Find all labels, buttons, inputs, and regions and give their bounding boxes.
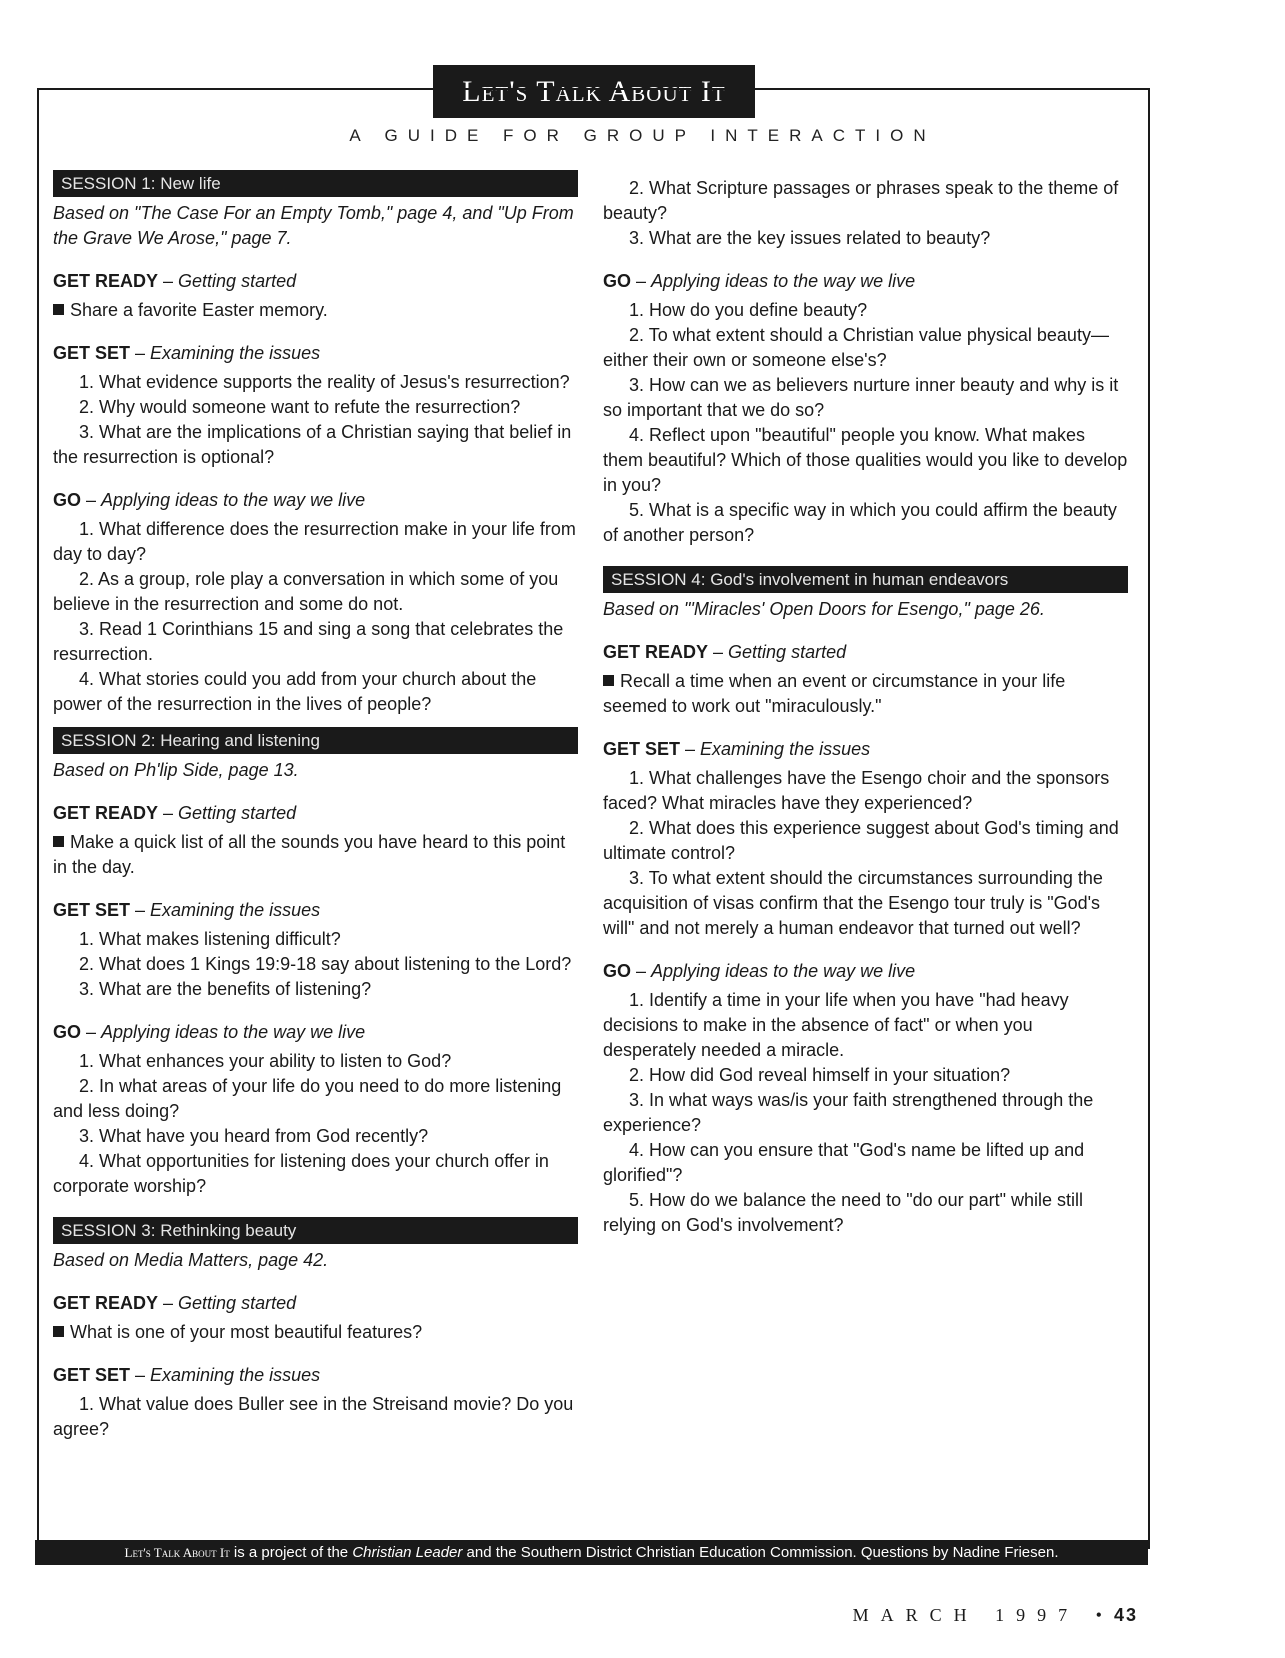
set-label: GET SET (53, 343, 131, 363)
session-1-ready-heading: GET READY – Getting started (53, 271, 297, 291)
question-item: 2. To what extent should a Christian value physical beauty—either their own or someone else's? (603, 325, 1109, 370)
go-subtitle: Applying ideas to the way we live (101, 1022, 366, 1042)
session-4-ready-item (603, 669, 1128, 719)
set-subtitle: Examining the issues (150, 900, 321, 920)
question-item: 2. What does 1 Kings 19:9-18 say about listening to the Lord? (79, 954, 572, 974)
session-2-set-heading: GET SET – Examining the issues (53, 900, 321, 920)
question-item: 3. What are the implications of a Christian saying that belief in the resurrection is optional? (53, 422, 572, 467)
page-subtitle: A GUIDE FOR GROUP INTERACTION (349, 126, 936, 145)
ready-item-text: What is one of your most beautiful features? (70, 1322, 423, 1342)
session-2-ready-item (53, 830, 578, 880)
session-4-source: Based on "'Miracles' Open Doors for Esengo," page 26. (603, 599, 1045, 619)
question-item: 3. How can we as believers nurture inner beauty and why is it so important that we do so? (603, 375, 1119, 420)
ready-label: GET READY (53, 803, 159, 823)
question-item: 3. What have you heard from God recently? (79, 1126, 429, 1146)
ready-subtitle: Getting started (178, 271, 297, 291)
question-item: 3. In what ways was/is your faith strengthened through the experience? (603, 1090, 1094, 1135)
question-item: 1. What evidence supports the reality of Jesus's resurrection? (79, 372, 570, 392)
folio-separator: • (1095, 1605, 1114, 1625)
question-item: 2. In what areas of your life do you need to do more listening and less doing? (53, 1076, 562, 1121)
session-3-set-heading: GET SET – Examining the issues (53, 1365, 321, 1385)
question-item: 1. What value does Buller see in the Streisand movie? Do you agree? (53, 1394, 574, 1439)
credits-footer (35, 1540, 1148, 1565)
question-item: 1. Identify a time in your life when you have "had heavy decisions to make in the absence of fact" or when you desperately needed a miracle. (603, 990, 1069, 1060)
session-2-bar: SESSION 2: Hearing and listening (53, 727, 578, 754)
session-3-source: Based on Media Matters, page 42. (53, 1250, 329, 1270)
question-item: 1. What makes listening difficult? (79, 929, 341, 949)
right-column (603, 176, 1128, 1238)
question-item: 3. What are the benefits of listening? (79, 979, 372, 999)
ready-label: GET READY (53, 271, 159, 291)
go-subtitle: Applying ideas to the way we live (651, 961, 916, 981)
question-item: 1. What challenges have the Esengo choir and the sponsors faced? What miracles have they experienced? (603, 768, 1110, 813)
set-subtitle: Examining the issues (150, 343, 321, 363)
session-4-ready-heading: GET READY – Getting started (603, 642, 847, 662)
square-bullet-icon (53, 304, 64, 315)
set-label: GET SET (53, 900, 131, 920)
session-2-ready-heading: GET READY – Getting started (53, 803, 297, 823)
ready-item-text: Share a favorite Easter memory. (70, 300, 328, 320)
question-item: 2. What Scripture passages or phrases speak to the theme of beauty? (603, 178, 1119, 223)
session-3-ready-heading: GET READY – Getting started (53, 1293, 297, 1313)
ready-subtitle: Getting started (728, 642, 847, 662)
session-3-go-heading: GO – Applying ideas to the way we live (603, 271, 916, 291)
session-4-bar: SESSION 4: God's involvement in human endeavors (603, 566, 1128, 593)
page-title: Let's Talk About It (433, 65, 755, 118)
question-item: 1. What difference does the resurrection make in your life from day to day? (53, 519, 576, 564)
set-label: GET SET (53, 1365, 131, 1385)
ready-label: GET READY (603, 642, 709, 662)
go-label: GO (603, 961, 632, 981)
go-subtitle: Applying ideas to the way we live (101, 490, 366, 510)
session-1-source: Based on "The Case For an Empty Tomb," page 4, and "Up From the Grave We Arose," page 7. (53, 203, 574, 248)
go-label: GO (53, 1022, 82, 1042)
set-subtitle: Examining the issues (150, 1365, 321, 1385)
square-bullet-icon (53, 1326, 64, 1337)
session-1-ready-item (53, 298, 578, 323)
square-bullet-icon (603, 675, 614, 686)
issue-date: MARCH 1997 (852, 1605, 1080, 1625)
footer-text-a: is a project of the (229, 1544, 353, 1561)
left-column (53, 170, 578, 1442)
page-number: 43 (1113, 1605, 1138, 1625)
ready-subtitle: Getting started (178, 1293, 297, 1313)
question-item: 4. What opportunities for listening does your church offer in corporate worship? (53, 1151, 549, 1196)
ready-subtitle: Getting started (178, 803, 297, 823)
set-label: GET SET (603, 739, 681, 759)
page-folio (853, 1605, 1138, 1626)
question-item: 5. How do we balance the need to "do our part" while still relying on God's involvement? (603, 1190, 1084, 1235)
go-subtitle: Applying ideas to the way we live (651, 271, 916, 291)
session-1-go-heading: GO – Applying ideas to the way we live (53, 490, 366, 510)
question-item: 1. What enhances your ability to listen to God? (79, 1051, 452, 1071)
ready-item-text: Make a quick list of all the sounds you have heard to this point in the day. (53, 832, 566, 877)
go-label: GO (53, 490, 82, 510)
session-4-go-heading: GO – Applying ideas to the way we live (603, 961, 916, 981)
session-3-ready-item (53, 1320, 578, 1345)
question-item: 4. Reflect upon "beautiful" people you know. What makes them beautiful? Which of those qualities would you like to develop in you? (603, 425, 1128, 495)
question-item: 2. Why would someone want to refute the resurrection? (79, 397, 521, 417)
footer-project-name: Let's Talk About It (124, 1545, 230, 1560)
footer-text-b: and the Southern District Christian Education Commission. Questions by Nadine Friesen. (462, 1544, 1059, 1561)
question-item: 3. Read 1 Corinthians 15 and sing a song that celebrates the resurrection. (53, 619, 564, 664)
ready-label: GET READY (53, 1293, 159, 1313)
set-subtitle: Examining the issues (700, 739, 871, 759)
question-item: 1. How do you define beauty? (629, 300, 868, 320)
question-item: 4. What stories could you add from your church about the power of the resurrection in the lives of people? (53, 669, 537, 714)
question-item: 3. To what extent should the circumstances surrounding the acquisition of visas confirm that the Esengo tour truly is "God's will" and not merely a human endeavor that turned out well? (603, 868, 1103, 938)
question-item: 4. How can you ensure that "God's name be lifted up and glorified"? (603, 1140, 1085, 1185)
question-item: 2. What does this experience suggest about God's timing and ultimate control? (603, 818, 1119, 863)
question-item: 3. What are the key issues related to beauty? (629, 228, 991, 248)
session-1-set-heading: GET SET – Examining the issues (53, 343, 321, 363)
ready-item-text: Recall a time when an event or circumstance in your life seemed to work out "miraculously." (603, 671, 1066, 716)
footer-publication: Christian Leader (352, 1544, 463, 1561)
question-item: 2. How did God reveal himself in your situation? (629, 1065, 1011, 1085)
session-3-bar: SESSION 3: Rethinking beauty (53, 1217, 578, 1244)
question-item: 5. What is a specific way in which you could affirm the beauty of another person? (603, 500, 1117, 545)
session-2-go-heading: GO – Applying ideas to the way we live (53, 1022, 366, 1042)
question-item: 2. As a group, role play a conversation in which some of you believe in the resurrection and some do not. (53, 569, 559, 614)
session-1-bar: SESSION 1: New life (53, 170, 578, 197)
session-4-set-heading: GET SET – Examining the issues (603, 739, 871, 759)
go-label: GO (603, 271, 632, 291)
square-bullet-icon (53, 836, 64, 847)
session-2-source: Based on Ph'lip Side, page 13. (53, 760, 299, 780)
